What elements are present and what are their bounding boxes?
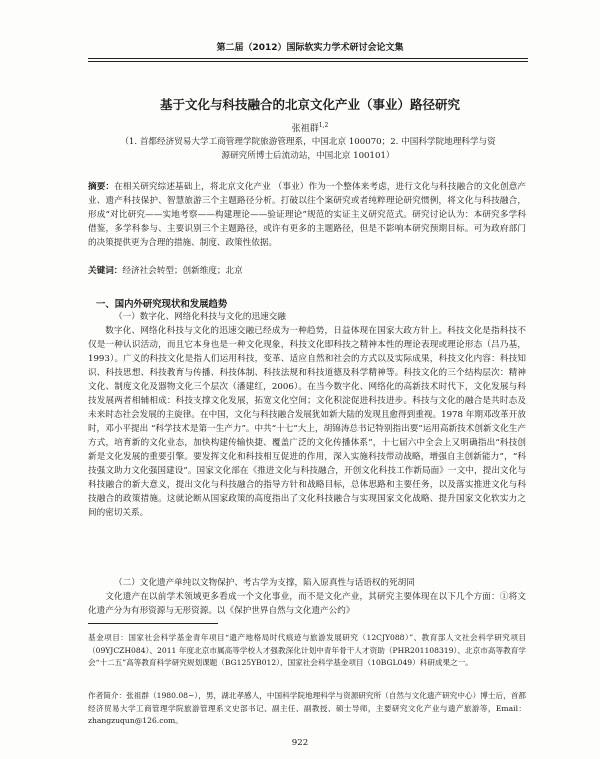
author-line — [90, 121, 530, 134]
header-rule-thin — [88, 61, 528, 62]
running-header: 第二届（2012）国际软实力学术研讨会论文集 — [216, 43, 404, 53]
paper-title: 基于文化与科技融合的北京文化产业（事业）路径研究 — [159, 97, 460, 112]
keywords-label: 关键词： — [88, 266, 123, 276]
keywords — [88, 264, 526, 278]
header-rule-thick — [88, 58, 528, 59]
subsection-heading-2: （二）文化遗产单纯以文物保护、考古学为支撑，陷入原真性与话语权的死胡同 — [114, 578, 415, 588]
abstract-text: 在相关研究综述基础上，将北京文化产业 （事业）作为一个整体来考虑，进行文化与科技融合的文化创意产业、遗产科技保护、智慧旅游三个主题路径分析。打破以往个案研究或者纯粹理论研究惯例，将文化与科技融合，形成“对比研究——实地考察——构建理论——验证理论”规范的实证主义研究范式。研究讨论认为：本研究多学科借鉴，多学科参与、主要识别三个主题路径，或许有更多的主题路径，但是不影响本研究预期目标。可为政府部门的决策提供更为合理的措施、制度、政策性依据。 — [88, 182, 526, 248]
body-paragraph-2: 文化遗产在以前学术领域更多看成一个文化事业，而不是文化产业，其研究主要体现在以下几个方面：①将文化遗产分为有形资源与无形资源。以《保护世界自然与文化遗产公约》 — [88, 592, 526, 616]
footnote-rule — [88, 623, 218, 624]
keywords-text: 经济社会转型；创新维度；北京 — [122, 266, 243, 276]
subsection-heading-1: （一）数字化、网络化科技与文化的迅速交融 — [114, 312, 286, 322]
footnote-author-info: 作者简介：张祖群（1980.08~），男，湖北孝感人，中国科学院地理科学与资源研究所（自然与文化遗产研究中心）博士后，首都经济贸易大学工商管理学院旅游管理系文史部书记、副主任、副教授、硕士导师，主要研究文化产业与遗产旅游等，Email：zhangzuqun@126.com。 — [88, 691, 526, 725]
abstract — [88, 180, 526, 250]
author-superscript: 1,2 — [318, 122, 329, 129]
abstract-label: 摘要： — [88, 182, 115, 192]
author-name: 张祖群 — [291, 124, 319, 134]
footnote-fund: 基金项目：国家社会科学基金青年项目“遗产地格局时代痕迹与旅游发展研究（12CJY088）”、教育部人文社会科学研究项目（09YJCZH084）、2011 年度北京市属高等学校人才强教深化计划中青年骨干人才资助（PHR201108319）、北京市高等教育学会“十二五”高等教育科学研究规划课题（BG125YB012）、国家社会科学基金项目（10BGL049）科研成果之一。 — [88, 633, 526, 667]
section-heading: 一、国内外研究现状和发展趋势 — [96, 299, 228, 310]
affiliation: （1. 首都经济贸易大学工商管理学院旅游管理系，中国北京 100070；2. 中国科学院地理科学与资源研究所博士后流动站，中国北京 100101） — [120, 137, 496, 161]
body-paragraph-1: 数字化、网络化科技与文化的迅速交融已经成为一种趋势，日益体现在国家大政方针上。科技文化是指科技不仅是一种认识活动，而且它本身也是一种文化现象，科技文化即科技之精神本性的理论表现或理论形态（吕乃基，1993）。广义的科技文化是指人们运用科技，变革、适应自然和社会的方式以及实际成果，科技文化内容：科技知识、科技思想、科技教育与传播、科技体制、科技法规和科技道德及科学精神等。科技文化的三个结构层次：精神文化、制度文化及器物文化三个层次（潘建红，2006）。在当今数字化、网络化的高新技术时代下，文化发展与科技发展两者相辅相成：科技支撑文化发展，拓宽文化空间；文化积淀促进科技进步。科技与文化的融合是共时态及未来时态社会发展的主旋律。在中国，文化与科技融合发展犹如新大陆的发现且愈得到重视。1978 年期邓改革开放时，邓小平提出 “科学技术是第一生产力”。中共“十七”大上，胡锦涛总书记特别指出要“运用高新技术创新文化生产方式，培育新的文化业态，加快构建传输快捷、覆盖广泛的文化传播体系”，十七届六中全会上又明确指出“科技创新是文化发展的重要引擎。要发挥文化和科技相互促进的作用，深入实施科技带动战略，增强自主创新能力”，“科技强文助力文化强国建设”。国家文化部在《推进文化与科技融合，开创文化科技工作新局面》一文中，提出文化与科技融合的新大意义，提出文化与科技融合的指导方针和战略目标，总体思路和主要任务，以及落实推进文化与科技融合的政策措施。这就论断从国家政策的高度指出了文化科技融合与实现国家文化战略、提升国家文化软实力之间的密切关系。 — [88, 326, 526, 518]
page-number: 922 — [291, 738, 309, 748]
